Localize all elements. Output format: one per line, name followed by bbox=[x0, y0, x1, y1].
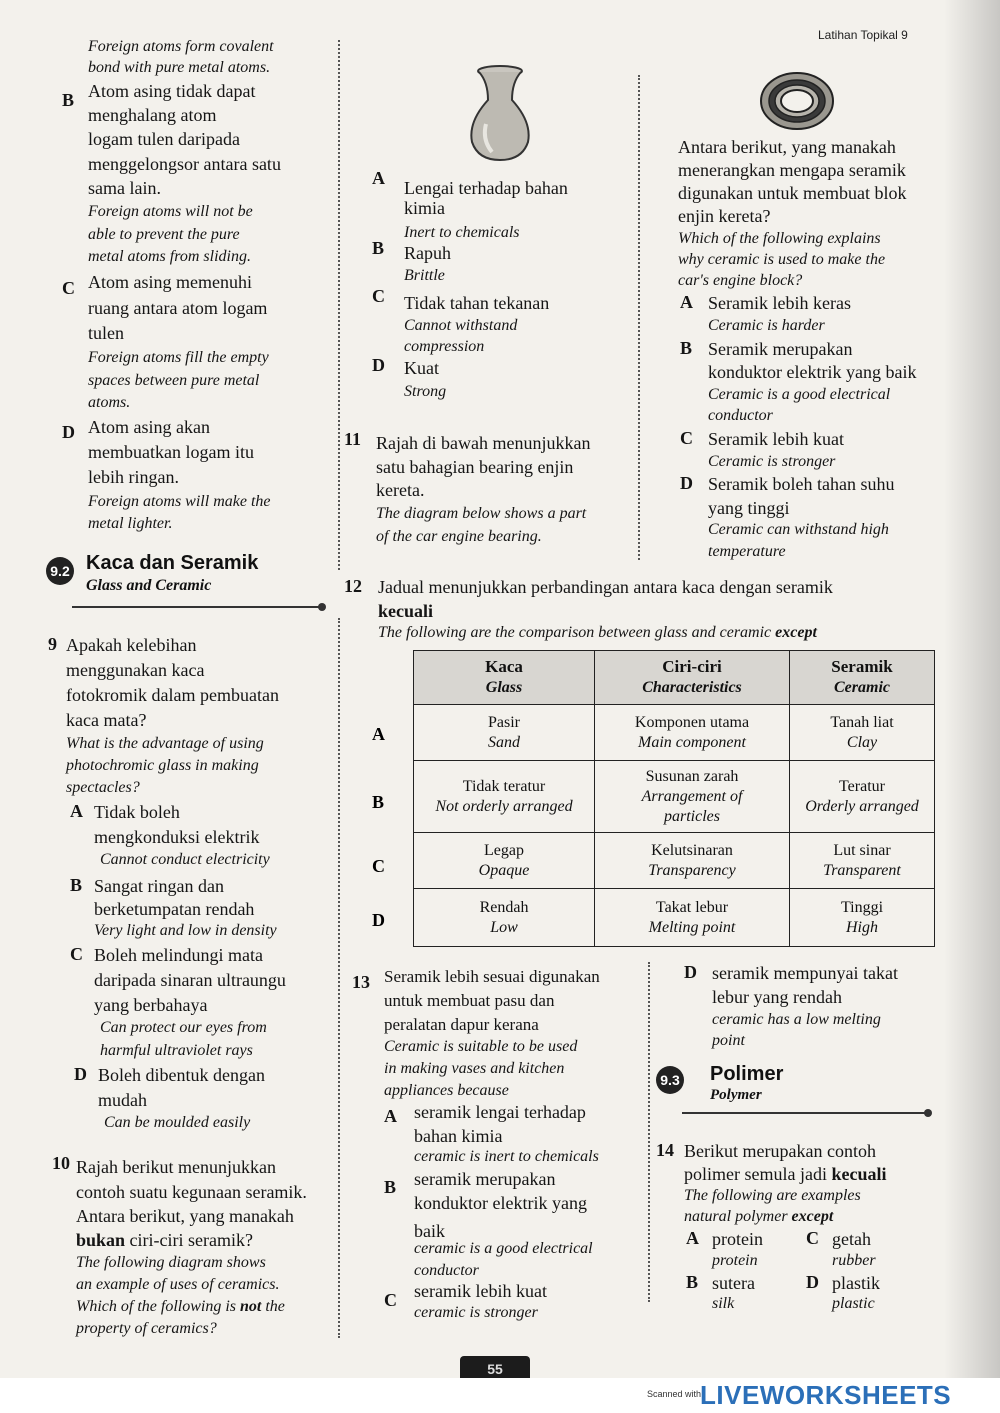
q14-malay-2-pre: polimer semula jadi bbox=[684, 1164, 832, 1184]
row-d-ceramic-english: High bbox=[846, 918, 878, 936]
column-divider-2a bbox=[638, 75, 640, 560]
q11-stem-malay-2: menerangkan mengapa seramik bbox=[678, 160, 906, 180]
q14-malay-1: Berikut merupakan contoh bbox=[684, 1141, 876, 1161]
q11-malay-3: kereta. bbox=[376, 480, 425, 500]
q10-english-1: The following diagram shows bbox=[76, 1254, 266, 1271]
q11a-malay: Seramik lebih keras bbox=[708, 293, 851, 313]
q13a-malay-2: bahan kimia bbox=[414, 1126, 503, 1146]
q9b-english: Very light and low in density bbox=[94, 922, 277, 939]
q10b-english: Brittle bbox=[404, 267, 445, 284]
q9a-english: Cannot conduct electricity bbox=[100, 851, 270, 868]
q8c-english-3: atoms. bbox=[88, 394, 131, 411]
q10c-english-1: Cannot withstand bbox=[404, 317, 518, 334]
q9-option-d-label: D bbox=[74, 1064, 87, 1084]
row-b-char-english-1: Arrangement of bbox=[641, 787, 743, 805]
q8b-malay-3: logam tulen daripada bbox=[88, 129, 240, 149]
q9-malay-3: fotokromik dalam pembuatan bbox=[66, 685, 279, 705]
q9-number: 9 bbox=[48, 634, 57, 654]
q9c-english-1: Can protect our eyes from bbox=[100, 1019, 267, 1036]
q13b-malay-1: seramik merupakan bbox=[414, 1169, 556, 1189]
table-row bbox=[414, 761, 935, 833]
q13-english-2: in making vases and kitchen bbox=[384, 1060, 565, 1077]
q8b-malay-4: menggelongsor antara satu bbox=[88, 154, 281, 174]
table-row bbox=[414, 833, 935, 889]
q8d-malay-2: membuatkan logam itu bbox=[88, 442, 254, 462]
header-char-english: Characteristics bbox=[642, 679, 742, 696]
q8c-english-2: spaces between pure metal bbox=[88, 372, 260, 389]
header-ceramic-malay: Seramik bbox=[831, 657, 893, 676]
q10-malay-1: Rajah berikut menunjukkan bbox=[76, 1157, 276, 1177]
row-c-ceramic-malay: Lut sinar bbox=[833, 841, 891, 859]
q10a-english: Inert to chemicals bbox=[404, 224, 520, 241]
ceramic-vase-image bbox=[462, 64, 538, 164]
q11-stem-english-3: car's engine block? bbox=[678, 272, 803, 289]
row-b-characteristic bbox=[595, 761, 790, 833]
q14-option-b-label: B bbox=[686, 1272, 699, 1292]
q13c-malay: seramik lebih kuat bbox=[414, 1281, 547, 1301]
row-c-ceramic bbox=[790, 833, 935, 889]
q9c-malay-1: Boleh melindungi mata bbox=[94, 945, 263, 965]
row-c-char-malay: Kelutsinaran bbox=[651, 841, 733, 859]
q14c-english: rubber bbox=[832, 1252, 876, 1269]
row-d-ceramic-malay: Tinggi bbox=[840, 898, 884, 916]
column-divider-2b bbox=[648, 962, 650, 1302]
header-glass-malay: Kaca bbox=[485, 657, 523, 676]
row-a-glass-malay: Pasir bbox=[488, 713, 520, 731]
q13b-english-1: ceramic is a good electrical bbox=[414, 1240, 593, 1257]
row-b-char-malay: Susunan zarah bbox=[645, 767, 739, 785]
row-b-glass bbox=[414, 761, 595, 833]
q11d-malay-2: yang tinggi bbox=[708, 498, 790, 518]
q13-english-1: Ceramic is suitable to be used bbox=[384, 1038, 578, 1055]
q14-english-2 bbox=[684, 1206, 833, 1227]
row-b-glass-malay: Tidak teratur bbox=[462, 777, 546, 795]
q8c-malay-3: tulen bbox=[88, 323, 124, 343]
q8d-malay-1: Atom asing akan bbox=[88, 417, 210, 437]
q11c-malay: Seramik lebih kuat bbox=[708, 429, 844, 449]
q8c-malay-2: ruang antara atom logam bbox=[88, 298, 268, 318]
liveworksheets-watermark: LIVEWORKSHEETS bbox=[700, 1380, 952, 1410]
q9-malay-4: kaca mata? bbox=[66, 710, 147, 730]
q12-row-b-label: B bbox=[372, 792, 385, 812]
q12-number: 12 bbox=[344, 576, 362, 596]
q11d-english-1: Ceramic can withstand high bbox=[708, 521, 889, 538]
q8b-english-3: metal atoms from sliding. bbox=[88, 248, 251, 265]
q9-option-c-label: C bbox=[70, 944, 83, 964]
section-9-2-rule-dot bbox=[318, 603, 326, 611]
q9d-malay-1: Boleh dibentuk dengan bbox=[98, 1065, 265, 1085]
q12-row-d-label: D bbox=[372, 910, 385, 930]
q11-stem-malay-3: digunakan untuk membuat blok bbox=[678, 183, 907, 203]
q9-option-a-label: A bbox=[70, 801, 83, 821]
q8b-malay-5: sama lain. bbox=[88, 178, 161, 198]
q11b-malay-2: konduktor elektrik yang baik bbox=[708, 362, 917, 382]
q10-malay-4-rest: ciri-ciri seramik? bbox=[125, 1230, 253, 1250]
header-char-malay: Ciri-ciri bbox=[662, 657, 722, 676]
q10-option-b-label: B bbox=[372, 238, 385, 258]
q13a-english: ceramic is inert to chemicals bbox=[414, 1148, 599, 1165]
q12-row-a-label: A bbox=[372, 724, 385, 744]
row-d-ceramic bbox=[790, 889, 935, 947]
q12-row-c-label: C bbox=[372, 856, 385, 876]
section-9-3-rule-dot bbox=[924, 1109, 932, 1117]
q8a-english-line1: Foreign atoms form covalent bbox=[88, 38, 274, 55]
q8b-malay-2: menghalang atom bbox=[88, 105, 217, 125]
q10-option-c-label: C bbox=[372, 286, 385, 306]
row-d-glass-english: Low bbox=[490, 918, 518, 936]
header-ceramic-english: Ceramic bbox=[834, 679, 890, 696]
q14-malay-2-bold: kecuali bbox=[831, 1164, 887, 1184]
q13-option-d-label: D bbox=[684, 962, 697, 982]
q10c-malay: Tidak tahan tekanan bbox=[404, 293, 550, 313]
row-c-char-english: Transparency bbox=[648, 861, 736, 879]
table-header-characteristics bbox=[595, 651, 790, 705]
row-b-ceramic bbox=[790, 761, 935, 833]
q10-english-2: an example of uses of ceramics. bbox=[76, 1276, 280, 1293]
q11d-malay-1: Seramik boleh tahan suhu bbox=[708, 474, 895, 494]
q10-english-4: property of ceramics? bbox=[76, 1320, 217, 1337]
q14-english-2-pre: natural polymer bbox=[684, 1208, 792, 1225]
q11-stem-malay-4: enjin kereta? bbox=[678, 206, 771, 226]
row-b-ceramic-english: Orderly arranged bbox=[805, 797, 919, 815]
q11b-malay-1: Seramik merupakan bbox=[708, 339, 853, 359]
glass-ceramic-comparison-table bbox=[413, 650, 935, 947]
row-c-glass-english: Opaque bbox=[478, 861, 530, 879]
table-header-row bbox=[414, 651, 935, 705]
row-d-glass-malay: Rendah bbox=[479, 898, 529, 916]
row-d-characteristic bbox=[595, 889, 790, 947]
q10-option-d-label: D bbox=[372, 355, 385, 375]
q10-english-3-pre: Which of the following is bbox=[76, 1298, 240, 1315]
q13-english-3: appliances because bbox=[384, 1082, 509, 1099]
row-a-ceramic-malay: Tanah liat bbox=[830, 713, 894, 731]
q11-stem-english-2: why ceramic is used to make the bbox=[678, 251, 886, 268]
q11-malay-2: satu bahagian bearing enjin bbox=[376, 457, 574, 477]
q11b-english-1: Ceramic is a good electrical bbox=[708, 386, 891, 403]
q8c-malay-1: Atom asing memenuhi bbox=[88, 272, 252, 292]
section-9-3-badge: 9.3 bbox=[656, 1066, 684, 1094]
table-row bbox=[414, 705, 935, 761]
header-glass-english: Glass bbox=[485, 679, 523, 696]
row-a-ceramic bbox=[790, 705, 935, 761]
q13-malay-1: Seramik lebih sesuai digunakan bbox=[384, 967, 600, 986]
row-c-characteristic bbox=[595, 833, 790, 889]
page-number: 55 bbox=[460, 1356, 530, 1382]
q9b-malay-2: berketumpatan rendah bbox=[94, 899, 255, 919]
q10-number: 10 bbox=[52, 1153, 70, 1173]
q13d-english-1: ceramic has a low melting bbox=[712, 1011, 881, 1028]
q10d-malay: Kuat bbox=[404, 358, 439, 378]
column-divider-1a bbox=[338, 40, 340, 570]
q10-malay-2: contoh suatu kegunaan seramik. bbox=[76, 1182, 307, 1202]
table-header-ceramic bbox=[790, 651, 935, 705]
q13c-english: ceramic is stronger bbox=[414, 1304, 538, 1321]
q9c-english-2: harmful ultraviolet rays bbox=[100, 1042, 253, 1059]
q11-option-b-label: B bbox=[680, 338, 693, 358]
q11b-english-2: conductor bbox=[708, 407, 773, 424]
section-9-2-subtitle: Glass and Ceramic bbox=[86, 577, 212, 594]
q9a-malay-1: Tidak boleh bbox=[94, 802, 180, 822]
row-d-glass bbox=[414, 889, 595, 947]
row-d-char-english: Melting point bbox=[648, 918, 736, 936]
q13d-malay-1: seramik mempunyai takat bbox=[712, 963, 898, 983]
q14a-malay: protein bbox=[712, 1229, 763, 1249]
row-b-char-english-2: particles bbox=[664, 807, 720, 825]
q8a-english-line2: bond with pure metal atoms. bbox=[88, 59, 271, 76]
q14a-english: protein bbox=[712, 1252, 758, 1269]
q12-english-bold: except bbox=[775, 624, 817, 641]
q13-option-b-label: B bbox=[384, 1177, 397, 1197]
engine-bearing-image bbox=[758, 70, 836, 132]
q8d-english-1: Foreign atoms will make the bbox=[88, 493, 271, 510]
q8d-english-2: metal lighter. bbox=[88, 515, 173, 532]
q13d-english-2: point bbox=[712, 1032, 745, 1049]
q11-stem-malay-1: Antara berikut, yang manakah bbox=[678, 137, 896, 157]
q9d-malay-2: mudah bbox=[98, 1090, 147, 1110]
q14d-english: plastic bbox=[832, 1295, 875, 1312]
q10-option-a-label: A bbox=[372, 168, 385, 188]
q9c-malay-2: daripada sinaran ultraungu bbox=[94, 970, 286, 990]
row-a-char-english: Main component bbox=[638, 733, 746, 751]
q10a-malay-2: kimia bbox=[404, 198, 445, 218]
row-a-char-malay: Komponen utama bbox=[634, 713, 750, 731]
q11-english-2: of the car engine bearing. bbox=[376, 528, 542, 545]
q11-option-a-label: A bbox=[680, 292, 693, 312]
q14-malay-2 bbox=[684, 1163, 886, 1185]
q14-number: 14 bbox=[656, 1140, 674, 1160]
q14b-english: silk bbox=[712, 1295, 735, 1312]
row-a-glass bbox=[414, 705, 595, 761]
q14b-malay: sutera bbox=[712, 1273, 755, 1293]
section-9-2-rule bbox=[72, 606, 322, 608]
row-a-characteristic bbox=[595, 705, 790, 761]
q14c-malay: getah bbox=[832, 1229, 871, 1249]
q10b-malay: Rapuh bbox=[404, 243, 451, 263]
q14-option-d-label: D bbox=[806, 1272, 819, 1292]
q10-malay-4 bbox=[76, 1229, 253, 1251]
q13-number: 13 bbox=[352, 972, 370, 992]
q8b-malay-1: Atom asing tidak dapat bbox=[88, 81, 256, 101]
q9-malay-1: Apakah kelebihan bbox=[66, 635, 197, 655]
q13-malay-2: untuk membuat pasu dan bbox=[384, 991, 555, 1010]
table-row bbox=[414, 889, 935, 947]
section-9-2-title: Kaca dan Seramik bbox=[86, 552, 259, 574]
q13a-malay-1: seramik lengai terhadap bbox=[414, 1102, 586, 1122]
q9-english-2: photochromic glass in making bbox=[66, 757, 259, 774]
q13b-malay-3: baik bbox=[414, 1221, 445, 1241]
q10-english-3-post: the bbox=[261, 1298, 285, 1315]
q11-stem-english-1: Which of the following explains bbox=[678, 230, 881, 247]
row-b-glass-english: Not orderly arranged bbox=[435, 797, 573, 815]
column-divider-1b bbox=[338, 618, 340, 1338]
q11-option-d-label: D bbox=[680, 473, 693, 493]
q13b-english-2: conductor bbox=[414, 1262, 479, 1279]
q9d-english: Can be moulded easily bbox=[104, 1114, 251, 1131]
q13d-malay-2: lebur yang rendah bbox=[712, 987, 842, 1007]
q8d-malay-3: lebih ringan. bbox=[88, 467, 179, 487]
q10-malay-4-bold: bukan bbox=[76, 1230, 126, 1250]
q10d-english: Strong bbox=[404, 383, 447, 400]
q11-malay-1: Rajah di bawah menunjukkan bbox=[376, 433, 591, 453]
table-header-glass bbox=[414, 651, 595, 705]
q11c-english: Ceramic is stronger bbox=[708, 453, 836, 470]
q8-option-c-label: C bbox=[62, 278, 75, 298]
row-a-ceramic-english: Clay bbox=[846, 733, 878, 751]
q14d-malay: plastik bbox=[832, 1273, 880, 1293]
row-b-ceramic-malay: Teratur bbox=[839, 777, 885, 795]
scanned-with-label: Scanned with bbox=[647, 1389, 702, 1399]
row-c-glass-malay: Legap bbox=[484, 841, 524, 859]
q14-english-2-bold: except bbox=[791, 1208, 834, 1225]
q11d-english-2: temperature bbox=[708, 543, 786, 560]
page-edge-shadow bbox=[944, 0, 1000, 1380]
q9-option-b-label: B bbox=[70, 875, 83, 895]
q9a-malay-2: mengkonduksi elektrik bbox=[94, 827, 260, 847]
q11a-english: Ceramic is harder bbox=[708, 317, 825, 334]
q12-english bbox=[378, 622, 817, 643]
q8c-english-1: Foreign atoms fill the empty bbox=[88, 349, 269, 366]
row-c-ceramic-english: Transparent bbox=[823, 861, 901, 879]
row-d-char-malay: Takat lebur bbox=[655, 898, 729, 916]
q8b-english-1: Foreign atoms will not be bbox=[88, 203, 253, 220]
q11-number: 11 bbox=[344, 429, 362, 449]
q14-option-c-label: C bbox=[806, 1228, 819, 1248]
q10c-english-2: compression bbox=[404, 338, 485, 355]
q14-english-1: The following are examples bbox=[684, 1187, 861, 1204]
q10-english-3-bold: not bbox=[240, 1298, 262, 1315]
q12-english-pre: The following are the comparison between glass and ceramic bbox=[378, 624, 776, 641]
q12-malay-2: kecuali bbox=[378, 601, 434, 621]
q8-option-d-label: D bbox=[62, 422, 75, 442]
q13b-malay-2: konduktor elektrik yang bbox=[414, 1193, 587, 1213]
section-9-3-subtitle: Polymer bbox=[710, 1087, 762, 1103]
q9c-malay-3: yang berbahaya bbox=[94, 995, 208, 1015]
q9b-malay-1: Sangat ringan dan bbox=[94, 876, 224, 896]
q8-option-b-label: B bbox=[62, 90, 75, 110]
q9-malay-2: menggunakan kaca bbox=[66, 660, 205, 680]
q11-option-c-label: C bbox=[680, 428, 693, 448]
q12-malay-1: Jadual menunjukkan perbandingan antara kaca dengan seramik bbox=[378, 577, 833, 597]
section-9-3-rule bbox=[682, 1112, 926, 1114]
header-topic-label: Latihan Topikal 9 bbox=[818, 28, 908, 42]
q14-option-a-label: A bbox=[686, 1228, 699, 1248]
q11-english-1: The diagram below shows a part bbox=[376, 505, 587, 522]
row-a-glass-english: Sand bbox=[488, 733, 520, 751]
q8b-english-2: able to prevent the pure bbox=[88, 226, 240, 243]
q9-english-1: What is the advantage of using bbox=[66, 735, 264, 752]
section-9-3-title: Polimer bbox=[710, 1063, 784, 1085]
q10a-malay-1: Lengai terhadap bahan bbox=[404, 178, 568, 198]
row-c-glass bbox=[414, 833, 595, 889]
section-9-2-badge: 9.2 bbox=[46, 557, 74, 585]
q10-english-3 bbox=[76, 1296, 285, 1317]
q10-malay-3: Antara berikut, yang manakah bbox=[76, 1206, 294, 1226]
q13-option-c-label: C bbox=[384, 1290, 397, 1310]
q13-malay-3: peralatan dapur kerana bbox=[384, 1015, 539, 1034]
q13-option-a-label: A bbox=[384, 1106, 397, 1126]
q9-english-3: spectacles? bbox=[66, 779, 140, 796]
